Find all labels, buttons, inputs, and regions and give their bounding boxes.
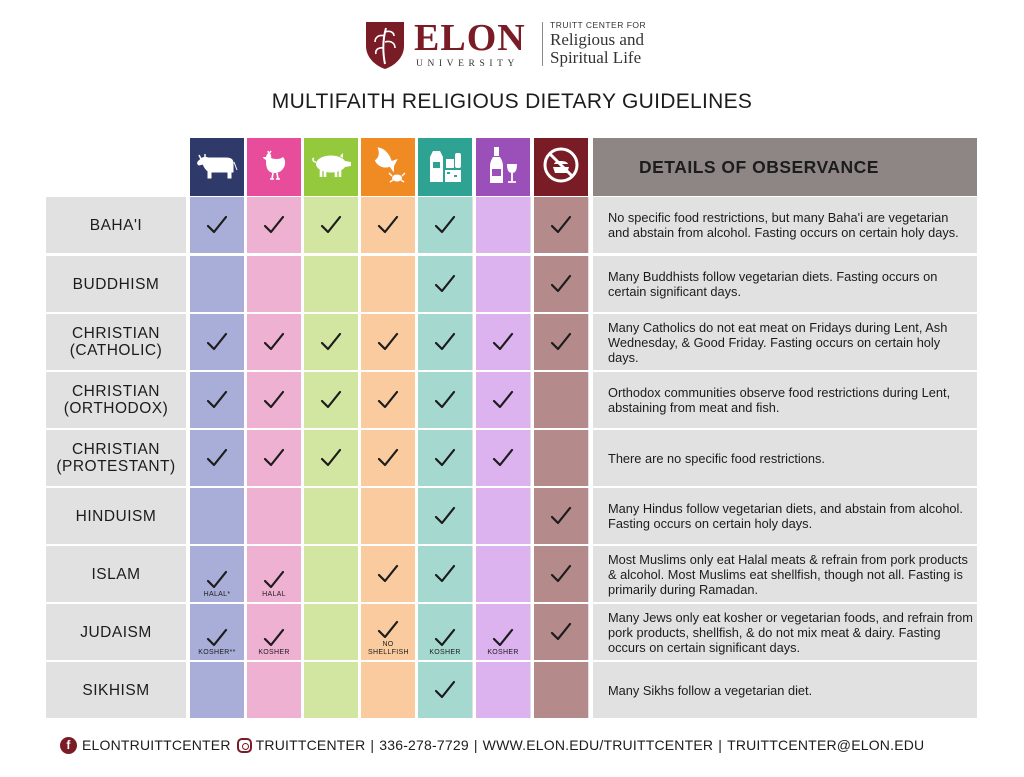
- observance-text: Many Jews only eat kosher or vegetarian foods, and refrain from pork products, shellfish, & do not mix meat & dairy. Fasting occurs on certain significant days.: [608, 609, 973, 655]
- checkmark-icon: [434, 628, 456, 648]
- check-mark: [247, 314, 301, 370]
- observance-details: [608, 662, 973, 718]
- checkmark-icon: [434, 448, 456, 468]
- no-food-icon: [541, 145, 581, 190]
- checkmark-icon: [377, 620, 399, 640]
- check-mark: [534, 197, 588, 253]
- elon-wordmark: ELON: [414, 17, 526, 59]
- column-header-fish-shellfish: [361, 138, 415, 196]
- details-header: DETAILS OF OBSERVANCE: [593, 138, 977, 196]
- column-cell: [534, 430, 588, 486]
- checkmark-icon: [263, 448, 285, 468]
- check-mark: [247, 546, 301, 602]
- checkmark-icon: [550, 506, 572, 526]
- checkmark-icon: [434, 390, 456, 410]
- check-mark: [304, 430, 358, 486]
- checkmark-icon: [263, 628, 285, 648]
- column-divider: [589, 197, 593, 718]
- column-header-dairy: [418, 138, 472, 196]
- religion-name: [46, 197, 186, 253]
- observance-text: Many Catholics do not eat meat on Fridays during Lent, Ash Wednesday, & Good Friday. Fasting occurs on certain holy days.: [608, 319, 948, 365]
- checkmark-icon: [377, 332, 399, 352]
- observance-details: [608, 372, 973, 428]
- column-cell: [247, 488, 301, 544]
- checkmark-icon: [206, 448, 228, 468]
- checkmark-icon: [206, 570, 228, 590]
- check-mark: [418, 256, 472, 312]
- checkmark-icon: [263, 215, 285, 235]
- check-mark: [534, 488, 588, 544]
- column-cell: [190, 256, 244, 312]
- check-mark: [361, 546, 415, 602]
- checkmark-icon: [320, 215, 342, 235]
- check-mark: [476, 604, 530, 660]
- check-mark: [476, 372, 530, 428]
- checkmark-icon: [434, 564, 456, 584]
- observance-details: [608, 197, 973, 253]
- checkmark-icon: [263, 332, 285, 352]
- elon-shield-icon: [364, 20, 406, 70]
- checkmark-icon: [206, 390, 228, 410]
- column-cell: [361, 488, 415, 544]
- check-mark: [361, 604, 415, 660]
- religion-name-line: CHRISTIAN: [71, 325, 161, 342]
- religion-name: [46, 256, 186, 312]
- logo-divider: [542, 22, 543, 66]
- check-mark: [534, 604, 588, 660]
- check-mark: [361, 372, 415, 428]
- check-mark: [476, 430, 530, 486]
- column-cell: [304, 546, 358, 602]
- check-mark: [304, 197, 358, 253]
- check-mark: [190, 546, 244, 602]
- check-mark: [304, 372, 358, 428]
- check-mark: [190, 314, 244, 370]
- column-cell: [304, 662, 358, 718]
- column-header-alcohol: [476, 138, 530, 196]
- column-cell: [476, 256, 530, 312]
- observance-details: [608, 314, 973, 370]
- check-mark: [418, 546, 472, 602]
- check-qualifier: HALAL: [262, 591, 286, 598]
- observance-text: Many Buddhists follow vegetarian diets. Fasting occurs on certain significant days.: [608, 269, 938, 299]
- footer-separator: |: [370, 737, 375, 753]
- column-cell: [534, 372, 588, 428]
- check-mark: [247, 430, 301, 486]
- website-link[interactable]: WWW.ELON.EDU/TRUITTCENTER: [482, 737, 714, 753]
- check-mark: [534, 256, 588, 312]
- checkmark-icon: [492, 390, 514, 410]
- observance-details: [608, 256, 973, 312]
- checkmark-icon: [206, 215, 228, 235]
- check-mark: [418, 604, 472, 660]
- column-header-chicken: [247, 138, 301, 196]
- check-mark: [304, 314, 358, 370]
- check-mark: [190, 430, 244, 486]
- check-mark: [361, 197, 415, 253]
- checkmark-icon: [434, 274, 456, 294]
- check-mark: [361, 430, 415, 486]
- religion-name: [46, 488, 186, 544]
- check-qualifier: KOSHER: [487, 649, 519, 656]
- check-mark: [247, 197, 301, 253]
- religion-name-line: CHRISTIAN: [71, 441, 161, 458]
- observance-text: No specific food restrictions, but many Baha'i are vegetarian and abstain from alcohol. Fasting occurs on certain holy days.: [608, 210, 959, 240]
- check-mark: [247, 604, 301, 660]
- checkmark-icon: [492, 332, 514, 352]
- column-cell: [361, 662, 415, 718]
- university-wordmark: UNIVERSITY: [416, 59, 519, 69]
- checkmark-icon: [377, 215, 399, 235]
- column-cell: [190, 662, 244, 718]
- checkmark-icon: [492, 628, 514, 648]
- instagram-icon: [237, 738, 252, 753]
- center-name-line1: Religious and: [550, 30, 644, 49]
- contact-footer: [60, 734, 924, 756]
- center-name-line2: Spiritual Life: [550, 48, 642, 67]
- religion-name: [46, 546, 186, 602]
- observance-details: [608, 488, 973, 544]
- checkmark-icon: [206, 628, 228, 648]
- checkmark-icon: [550, 215, 572, 235]
- cow-icon: [196, 150, 238, 185]
- observance-text: Orthodox communities observe food restrictions during Lent, abstaining from meat and fish.: [608, 385, 951, 415]
- check-mark: [534, 314, 588, 370]
- check-qualifier: KOSHER: [258, 649, 290, 656]
- fish-shellfish-icon: [368, 145, 408, 190]
- facebook-handle[interactable]: ELONTRUITTCENTER: [82, 737, 231, 753]
- checkmark-icon: [377, 390, 399, 410]
- observance-details: [608, 546, 973, 602]
- alcohol-icon: [485, 145, 521, 190]
- checkmark-icon: [550, 622, 572, 642]
- checkmark-icon: [434, 506, 456, 526]
- religion-name-line: (ORTHODOX): [63, 400, 169, 417]
- column-cell: [476, 197, 530, 253]
- column-cell: [247, 662, 301, 718]
- checkmark-icon: [320, 390, 342, 410]
- check-qualifier: KOSHER**: [198, 649, 236, 656]
- checkmark-icon: [550, 564, 572, 584]
- checkmark-icon: [320, 332, 342, 352]
- observance-text: Most Muslims only eat Halal meats & refrain from pork products & alcohol. Most Muslims eat shellfish, though not all. Fasting is primarily during Ramadan.: [608, 551, 968, 597]
- checkmark-icon: [434, 332, 456, 352]
- header-blank-cell: [46, 138, 186, 196]
- check-qualifier: NO SHELLFISH: [368, 641, 409, 656]
- column-cell: [304, 256, 358, 312]
- column-header-no-food: [534, 138, 588, 196]
- religion-name: [46, 604, 186, 660]
- checkmark-icon: [377, 448, 399, 468]
- religion-name: [46, 662, 186, 718]
- religion-name-line: BAHA'I: [89, 216, 143, 234]
- checkmark-icon: [434, 680, 456, 700]
- religion-name-line: HINDUISM: [75, 507, 157, 525]
- column-cell: [534, 662, 588, 718]
- check-mark: [190, 197, 244, 253]
- footer-separator: |: [473, 737, 478, 753]
- email-link[interactable]: TRUITTCENTER@ELON.EDU: [727, 737, 925, 753]
- religion-name: [46, 372, 186, 428]
- column-cell: [304, 488, 358, 544]
- observance-text: Many Hindus follow vegetarian diets, and abstain from alcohol. Fasting occurs on certain holy days.: [608, 501, 963, 531]
- check-mark: [247, 372, 301, 428]
- checkmark-icon: [492, 448, 514, 468]
- checkmark-icon: [550, 274, 572, 294]
- column-cell: [476, 488, 530, 544]
- religion-name-line: SIKHISM: [82, 681, 150, 699]
- check-mark: [418, 197, 472, 253]
- column-cell: [476, 662, 530, 718]
- checkmark-icon: [206, 332, 228, 352]
- checkmark-icon: [377, 564, 399, 584]
- religion-name-line: CHRISTIAN: [71, 383, 161, 400]
- observance-details: [608, 604, 973, 660]
- check-mark: [418, 314, 472, 370]
- checkmark-icon: [434, 215, 456, 235]
- checkmark-icon: [550, 332, 572, 352]
- footer-separator: |: [718, 737, 723, 753]
- check-mark: [534, 546, 588, 602]
- pig-icon: [309, 152, 353, 183]
- instagram-handle[interactable]: TRUITTCENTER: [255, 737, 366, 753]
- checkmark-icon: [263, 570, 285, 590]
- check-mark: [190, 604, 244, 660]
- page-title: MULTIFAITH RELIGIOUS DIETARY GUIDELINES: [271, 90, 753, 113]
- check-mark: [418, 372, 472, 428]
- dairy-icon: [425, 145, 465, 190]
- checkmark-icon: [263, 390, 285, 410]
- facebook-icon: f: [60, 737, 77, 754]
- checkmark-icon: [320, 448, 342, 468]
- check-mark: [418, 488, 472, 544]
- column-cell: [190, 488, 244, 544]
- phone-number[interactable]: 336-278-7729: [379, 737, 469, 753]
- religion-name: [46, 314, 186, 370]
- religion-name-line: ISLAM: [91, 565, 141, 583]
- check-qualifier: HALAL*: [203, 591, 231, 598]
- check-mark: [418, 430, 472, 486]
- column-cell: [247, 256, 301, 312]
- check-mark: [418, 662, 472, 718]
- column-header-cow: [190, 138, 244, 196]
- column-cell: [304, 604, 358, 660]
- truitt-center-label: TRUITT CENTER FOR: [550, 20, 647, 30]
- column-header-pig: [304, 138, 358, 196]
- observance-text: There are no specific food restrictions.: [608, 450, 825, 466]
- religion-name-line: (CATHOLIC): [69, 342, 163, 359]
- religion-name-line: BUDDHISM: [72, 275, 160, 293]
- observance-text: Many Sikhs follow a vegetarian diet.: [608, 682, 813, 698]
- chicken-icon: [257, 148, 291, 187]
- religion-name: [46, 430, 186, 486]
- religion-name-line: (PROTESTANT): [56, 458, 176, 475]
- check-mark: [361, 314, 415, 370]
- observance-details: [608, 430, 973, 486]
- column-cell: [476, 546, 530, 602]
- religion-name-line: JUDAISM: [80, 623, 152, 641]
- column-cell: [361, 256, 415, 312]
- check-mark: [190, 372, 244, 428]
- check-mark: [476, 314, 530, 370]
- elon-truitt-logo: [364, 18, 664, 70]
- check-qualifier: KOSHER: [429, 649, 461, 656]
